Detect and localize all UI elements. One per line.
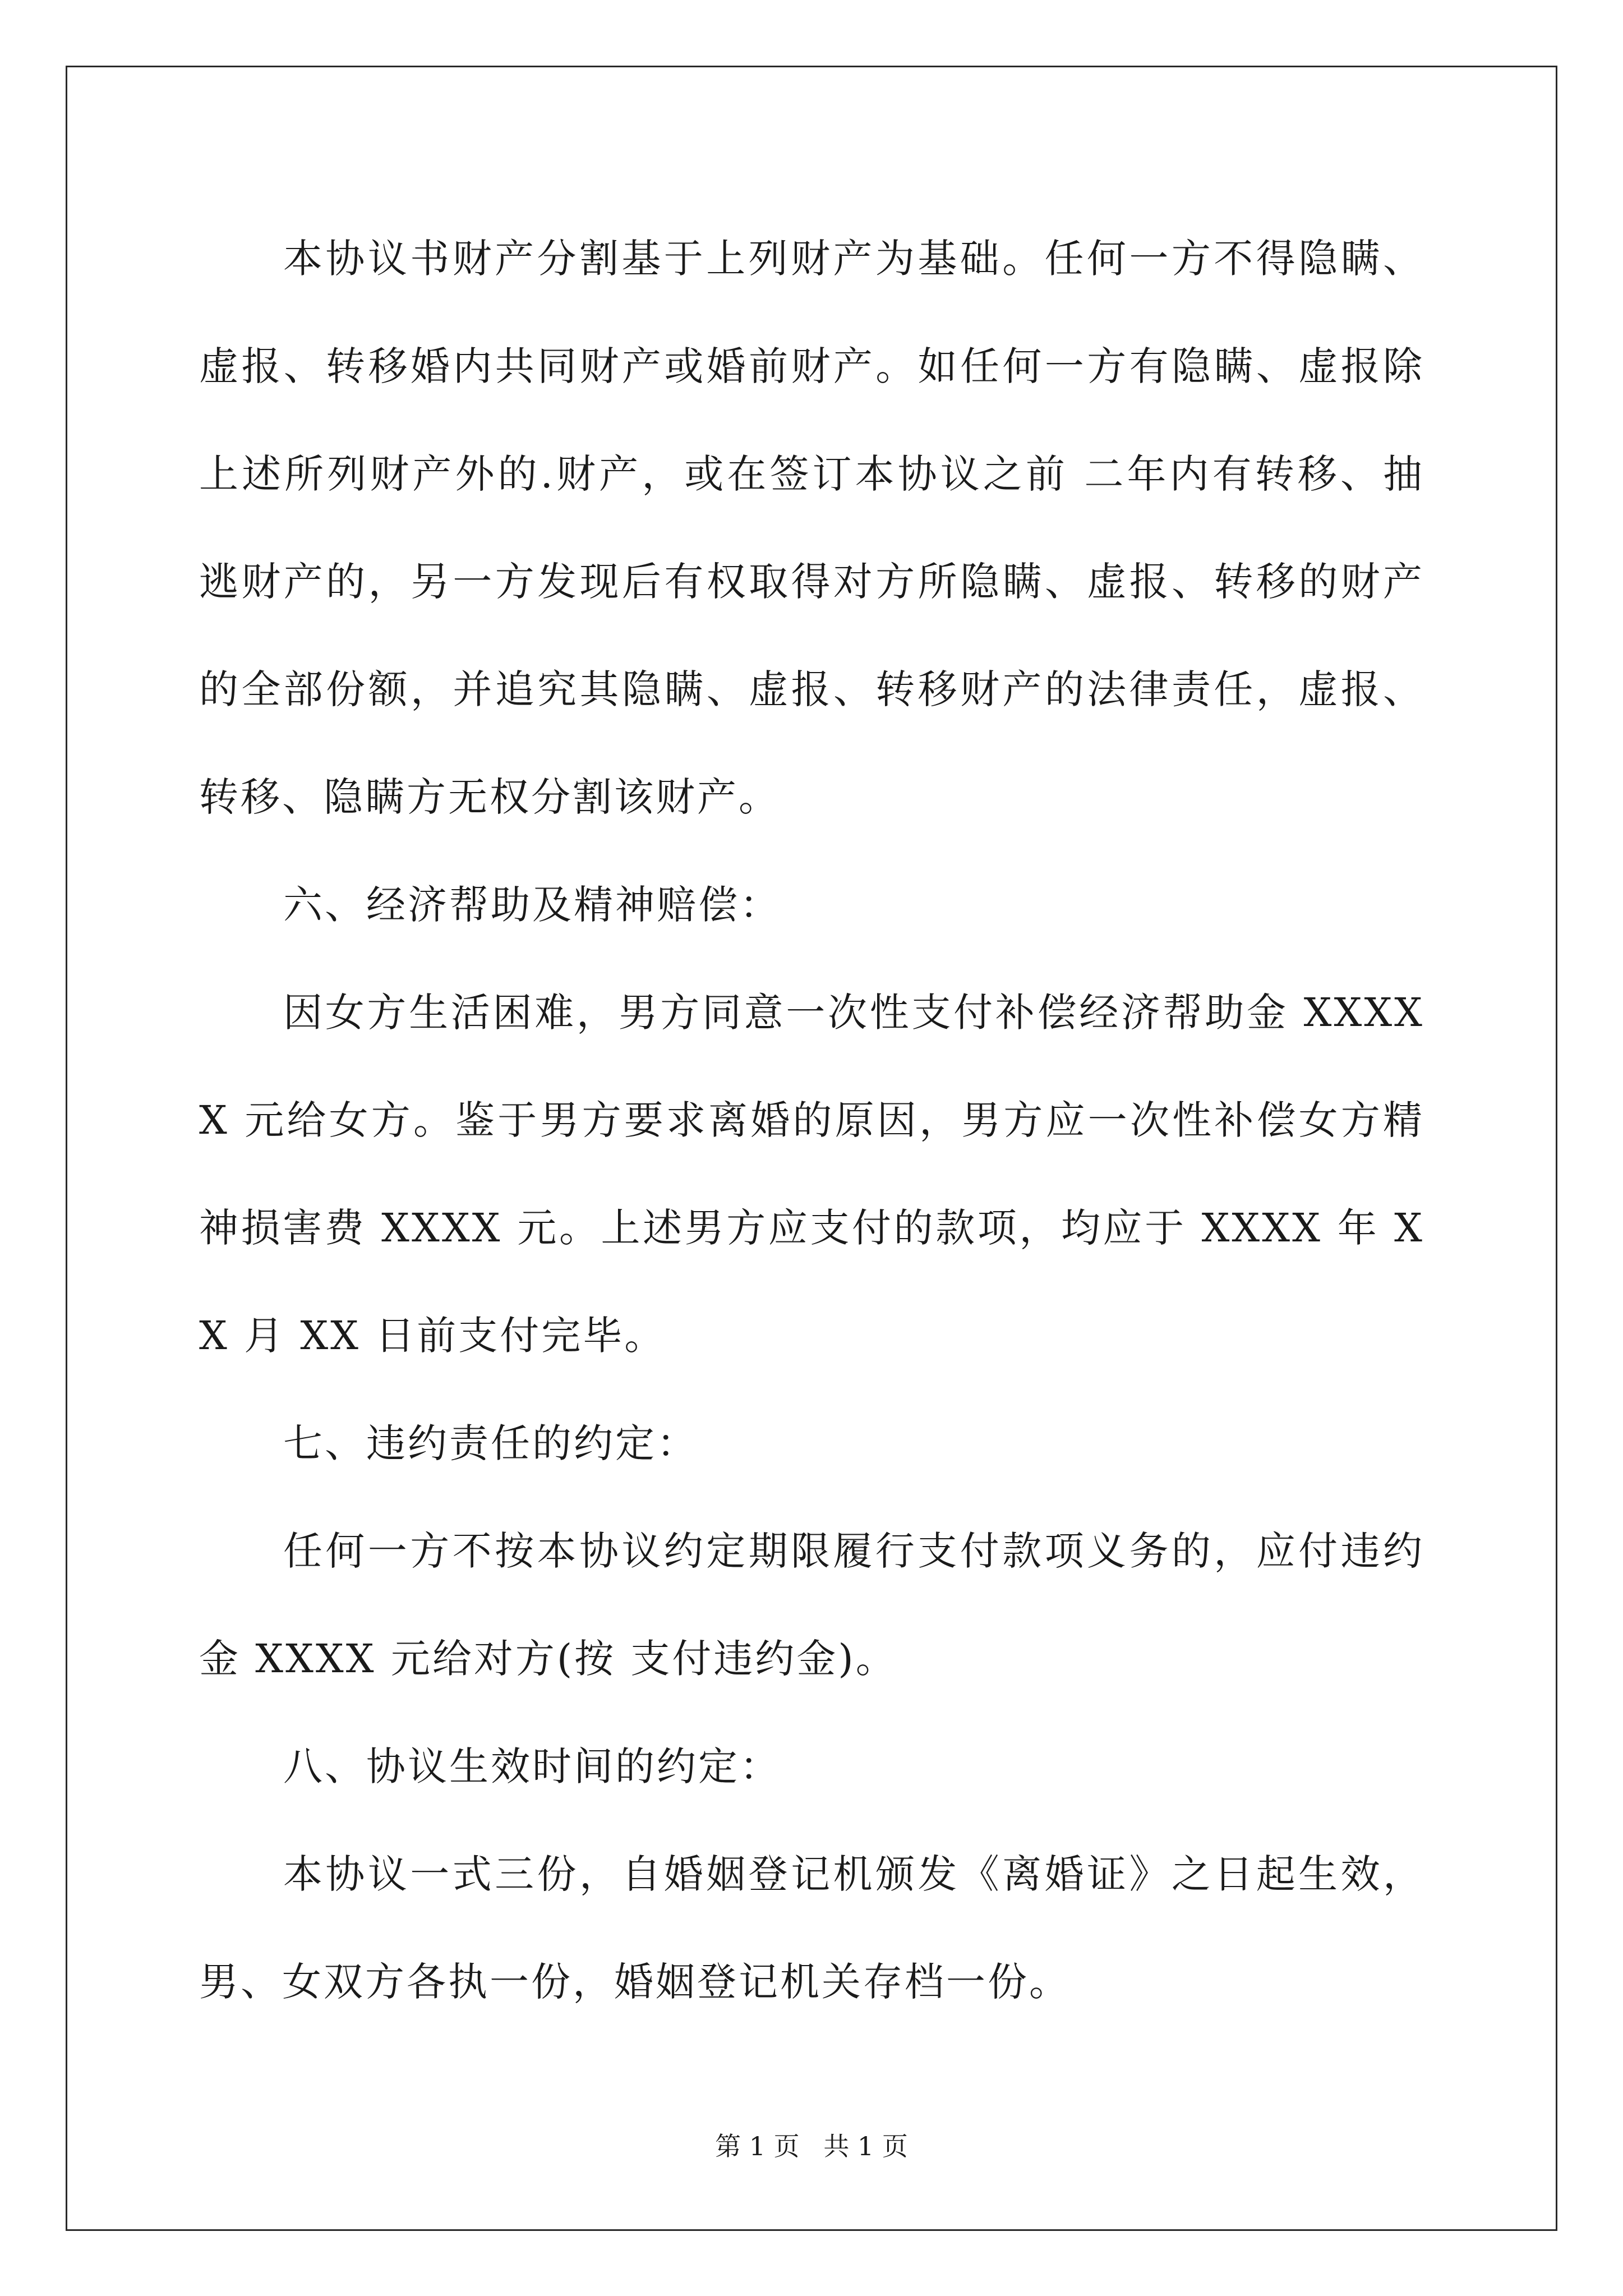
page-number: 第 1 页 bbox=[715, 2131, 800, 2161]
heading-breach-liability: 七、违约责任的约定： bbox=[283, 1420, 698, 1466]
paragraph-property-disclosure: 本协议书财产分割基于上列财产为基础。任何一方不得隐瞒、虚报、转移婚内共同财产或婚前财产。如任何一方有隐瞒、虚报除上述所列财产外的.财产，或在签订本协议之前 二年内有转移、抽逃财产的，另一方发现后有权取得对方所隐瞒、虚报、转移的财产的全部份额，并追究其隐瞒、虚报、转移财产的法律责任，虚报、转移、隐瞒方无权分割该财产。 bbox=[199, 236, 1424, 820]
paragraph-breach-liability: 任何一方不按本协议约定期限履行支付款项义务的，应付违约金 XXXX 元给对方(按 支付违约金)。 bbox=[199, 1528, 1424, 1682]
heading-effective-time: 八、协议生效时间的约定： bbox=[283, 1743, 781, 1789]
page-total: 共 1 页 bbox=[823, 2131, 908, 2161]
page-footer bbox=[0, 2126, 1623, 2163]
document-body bbox=[199, 205, 1424, 2036]
heading-economic-aid: 六、经济帮助及精神赔偿： bbox=[283, 882, 781, 928]
paragraph-economic-aid: 因女方生活困难，男方同意一次性支付补偿经济帮助金 XXXXX 元给女方。鉴于男方要求离婚的原因，男方应一次性补偿女方精神损害费 XXXX 元。上述男方应支付的款项，均应于 XXXX 年 XX 月 XX 日前支付完毕。 bbox=[199, 990, 1424, 1359]
paragraph-effective-time: 本协议一式三份，自婚姻登记机颁发《离婚证》之日起生效，男、女双方各执一份，婚姻登记机关存档一份。 bbox=[199, 1851, 1424, 2005]
